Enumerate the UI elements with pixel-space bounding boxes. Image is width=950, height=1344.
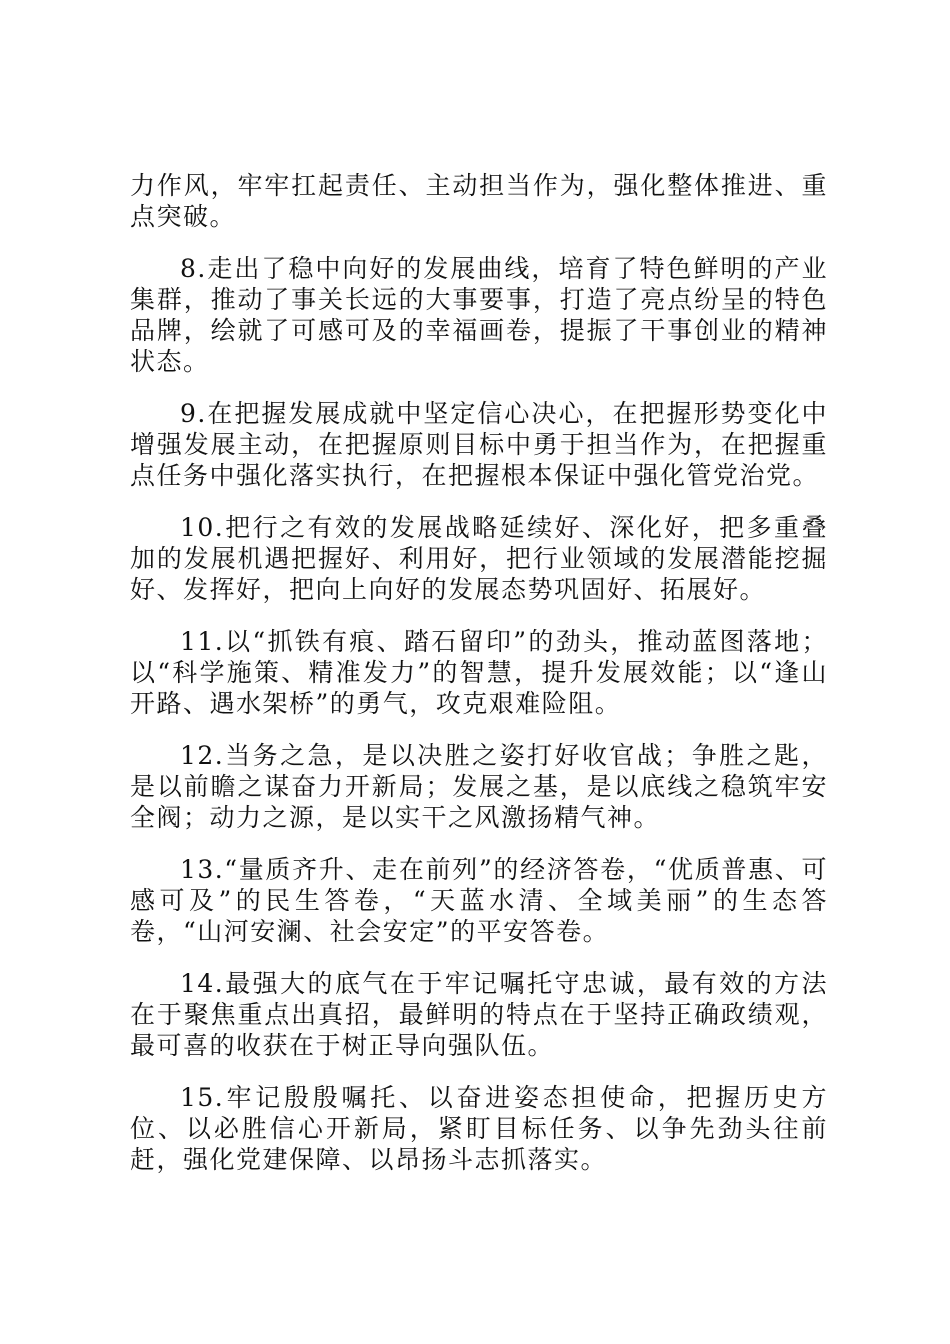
document-page: [130, 170, 828, 1196]
paragraph-item-12: 12.当务之急，是以决胜之姿打好收官战；争胜之匙，是以前瞻之谋奋力开新局；发展之基，是以底线之稳筑牢安全阀；动力之源，是以实干之风激扬精气神。: [130, 741, 828, 832]
paragraph-item-15: 15.牢记殷殷嘱托、以奋进姿态担使命，把握历史方位、以必胜信心开新局，紧盯目标任务、以争先劲头往前赶，强化党建保障、以昂扬斗志抓落实。: [130, 1083, 828, 1174]
paragraph-item-9: 9.在把握发展成就中坚定信心决心，在把握形势变化中增强发展主动，在把握原则目标中勇于担当作为，在把握重点任务中强化落实执行，在把握根本保证中强化管党治党。: [130, 399, 828, 490]
paragraph-continuation: 力作风，牢牢扛起责任、主动担当作为，强化整体推进、重点突破。: [130, 171, 828, 231]
paragraph-item-14: 14.最强大的底气在于牢记嘱托守忠诚，最有效的方法在于聚焦重点出真招，最鲜明的特点在于坚持正确政绩观，最可喜的收获在于树正导向强队伍。: [130, 969, 828, 1060]
paragraph-item-11: 11.以“抓铁有痕、踏石留印”的劲头，推动蓝图落地；以“科学施策、精准发力”的智慧，提升发展效能；以“逢山开路、遇水架桥”的勇气，攻克艰难险阻。: [130, 627, 828, 718]
paragraph-item-8: 8.走出了稳中向好的发展曲线，培育了特色鲜明的产业集群，推动了事关长远的大事要事，打造了亮点纷呈的特色品牌，绘就了可感可及的幸福画卷，提振了干事创业的精神状态。: [130, 254, 828, 376]
paragraph-item-13: 13.“量质齐升、走在前列”的经济答卷，“优质普惠、可感可及”的民生答卷，“天蓝水清、全域美丽”的生态答卷，“山河安澜、社会安定”的平安答卷。: [130, 855, 828, 946]
paragraph-item-10: 10.把行之有效的发展战略延续好、深化好，把多重叠加的发展机遇把握好、利用好，把行业领域的发展潜能挖掘好、发挥好，把向上向好的发展态势巩固好、拓展好。: [130, 513, 828, 604]
